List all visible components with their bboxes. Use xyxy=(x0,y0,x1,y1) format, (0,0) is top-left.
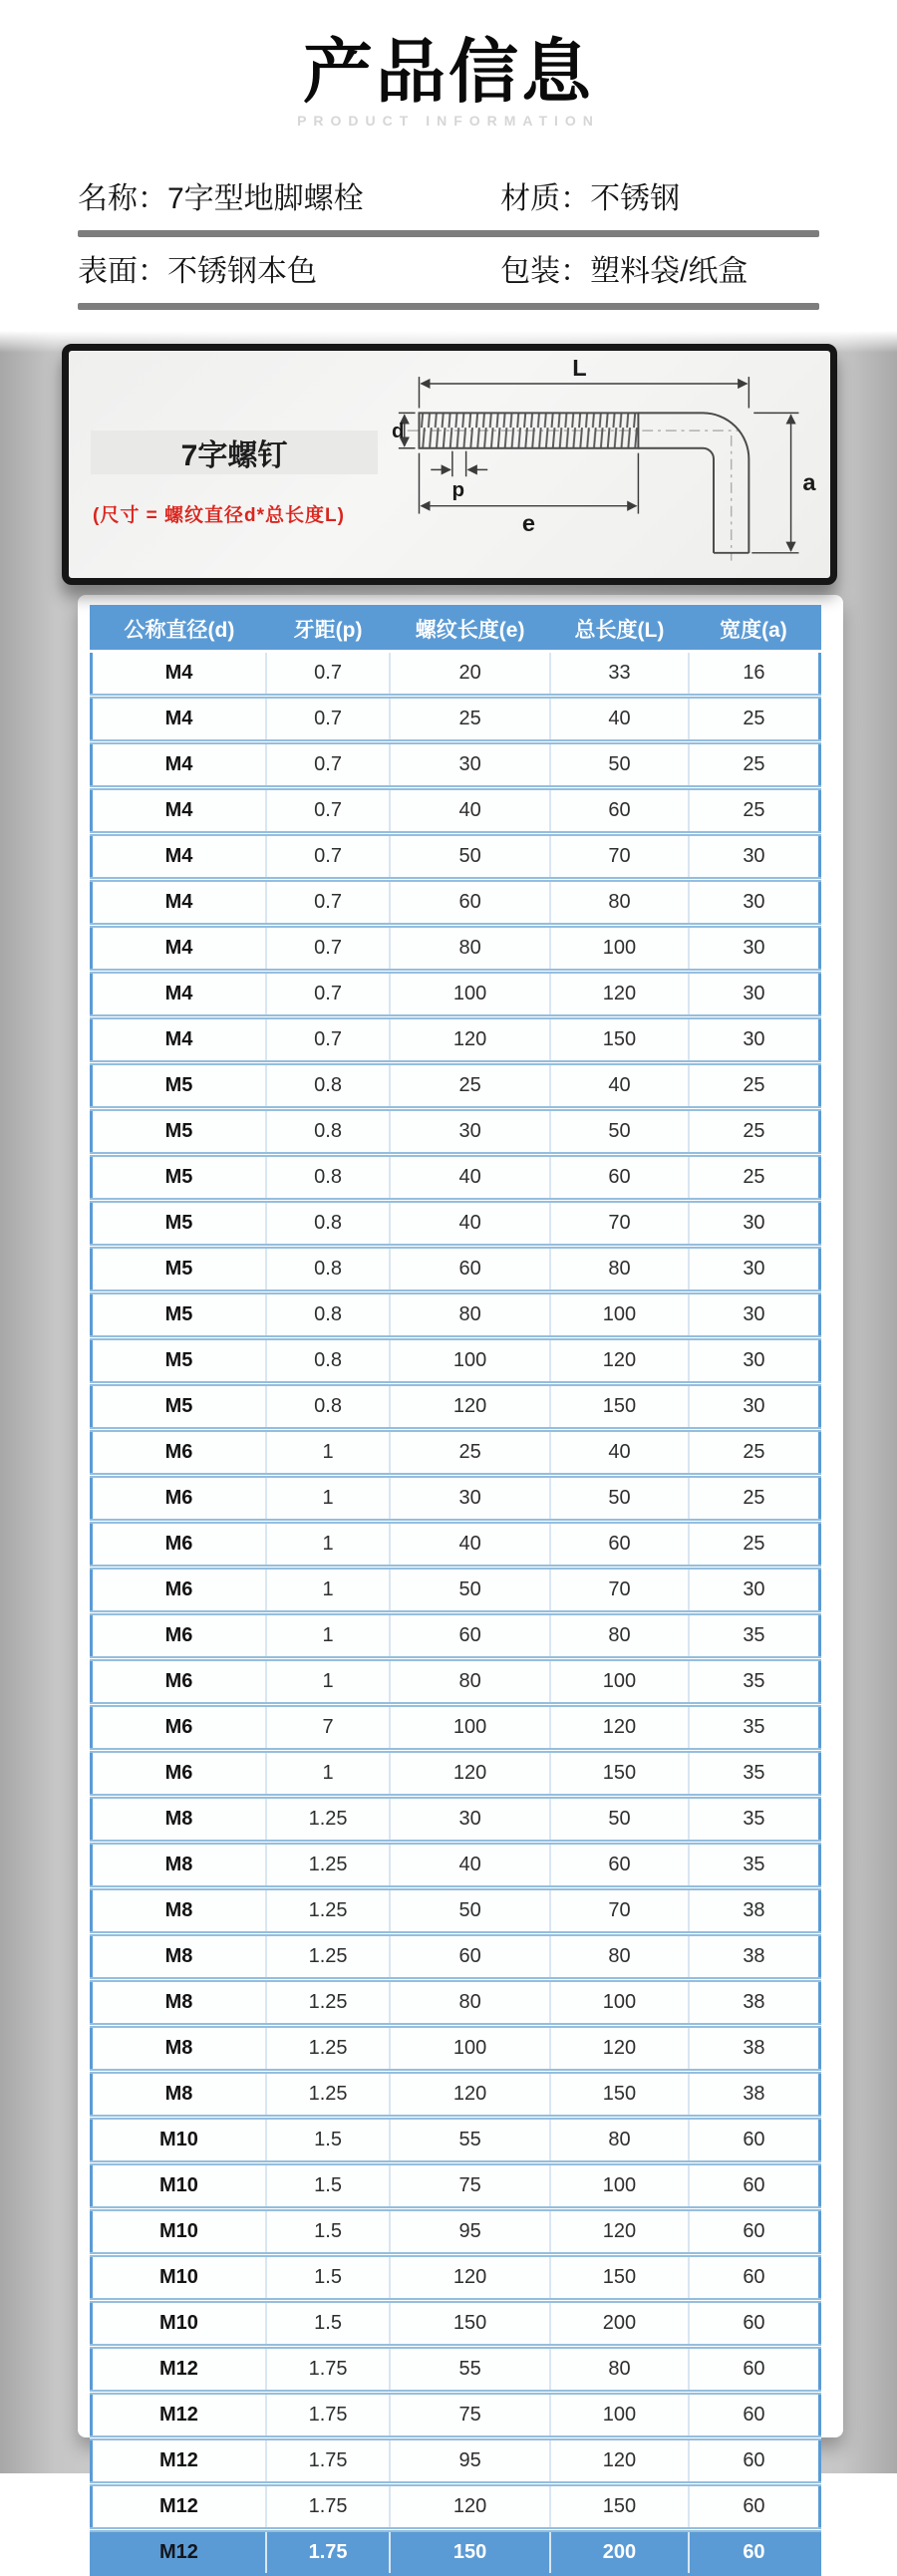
table-cell: 7 xyxy=(266,1705,390,1751)
table-cell: 30 xyxy=(689,1384,820,1430)
table-cell: 0.8 xyxy=(266,1292,390,1338)
spec-surface xyxy=(78,254,500,290)
spec-table xyxy=(90,605,821,2576)
table-cell: M8 xyxy=(92,2072,266,2118)
table-cell: 60 xyxy=(689,2347,820,2393)
table-row xyxy=(92,742,820,788)
table-cell: 150 xyxy=(550,1384,689,1430)
table-cell: M8 xyxy=(92,1843,266,1888)
table-cell: 100 xyxy=(550,1659,689,1705)
table-cell: 60 xyxy=(550,788,689,834)
table-row xyxy=(92,1201,820,1247)
table-cell: 60 xyxy=(689,2209,820,2255)
table-cell: 100 xyxy=(390,1338,550,1384)
spec-label: 材质： xyxy=(500,182,591,215)
table-cell: M8 xyxy=(92,1797,266,1843)
table-cell: 25 xyxy=(689,788,820,834)
table-cell: 0.8 xyxy=(266,1109,390,1155)
table-row xyxy=(92,972,820,1017)
table-cell: M12 xyxy=(92,2484,266,2530)
table-cell: 30 xyxy=(689,926,820,972)
table-cell: 25 xyxy=(689,1063,820,1109)
table-cell: 40 xyxy=(390,1522,550,1568)
table-cell: 80 xyxy=(550,880,689,926)
table-cell: 35 xyxy=(689,1843,820,1888)
table-row xyxy=(92,1384,820,1430)
table-row xyxy=(92,2026,820,2072)
table-cell: M5 xyxy=(92,1109,266,1155)
table-cell: 120 xyxy=(550,972,689,1017)
table-cell: 35 xyxy=(689,1613,820,1659)
table-cell: M5 xyxy=(92,1292,266,1338)
table-cell: 70 xyxy=(550,1888,689,1934)
table-cell: 120 xyxy=(550,1338,689,1384)
table-row xyxy=(92,1797,820,1843)
table-cell: 55 xyxy=(390,2118,550,2163)
table-cell: 20 xyxy=(390,652,550,697)
table-cell: 1 xyxy=(266,1568,390,1613)
table-cell: 1.25 xyxy=(266,1980,390,2026)
table-cell: 95 xyxy=(390,2209,550,2255)
table-cell: 100 xyxy=(390,1705,550,1751)
bolt-inner-edge xyxy=(638,448,714,553)
table-cell: 30 xyxy=(689,1201,820,1247)
dim-label-d: d xyxy=(392,419,405,442)
table-row xyxy=(92,2301,820,2347)
table-cell: 40 xyxy=(390,1155,550,1201)
table-cell: M8 xyxy=(92,1934,266,1980)
spec-material xyxy=(500,181,680,217)
table-cell: 60 xyxy=(550,1843,689,1888)
table-cell: 1.75 xyxy=(266,2530,390,2575)
table-cell: 100 xyxy=(550,926,689,972)
table-cell: 30 xyxy=(390,742,550,788)
table-cell: M6 xyxy=(92,1613,266,1659)
table-cell: 120 xyxy=(550,2438,689,2484)
table-cell: M12 xyxy=(92,2438,266,2484)
table-cell: 60 xyxy=(689,2438,820,2484)
table-cell: 0.8 xyxy=(266,1247,390,1292)
table-cell: 0.7 xyxy=(266,972,390,1017)
product-label: 7字螺钉 xyxy=(180,439,288,472)
table-cell: 0.8 xyxy=(266,1384,390,1430)
table-cell: 70 xyxy=(550,1568,689,1613)
table-cell: 30 xyxy=(390,1797,550,1843)
column-header-pitch: 牙距(p) xyxy=(266,607,390,652)
table-cell: 95 xyxy=(390,2438,550,2484)
table-row xyxy=(92,697,820,742)
table-cell: 30 xyxy=(689,1568,820,1613)
table-cell: 60 xyxy=(689,2118,820,2163)
table-row xyxy=(92,1292,820,1338)
table-cell: 50 xyxy=(390,1568,550,1613)
divider xyxy=(78,230,819,237)
table-cell: M6 xyxy=(92,1568,266,1613)
dim-label-a: a xyxy=(802,468,816,495)
table-cell: 25 xyxy=(689,1155,820,1201)
table-cell: 120 xyxy=(390,2255,550,2301)
table-cell: M5 xyxy=(92,1384,266,1430)
table-cell: 0.7 xyxy=(266,742,390,788)
table-cell: 50 xyxy=(550,742,689,788)
table-cell: 1.5 xyxy=(266,2301,390,2347)
table-cell: 60 xyxy=(689,2301,820,2347)
table-cell: 30 xyxy=(390,1109,550,1155)
table-cell: M12 xyxy=(92,2530,266,2575)
table-cell: M4 xyxy=(92,972,266,1017)
table-cell: 0.8 xyxy=(266,1338,390,1384)
table-row xyxy=(92,2530,820,2575)
table-cell: 75 xyxy=(390,2163,550,2209)
table-cell: 150 xyxy=(550,2484,689,2530)
table-cell: 1.5 xyxy=(266,2209,390,2255)
table-cell: 60 xyxy=(550,1155,689,1201)
column-header-thread-length: 螺纹长度(e) xyxy=(390,607,550,652)
product-diagram-card xyxy=(62,344,837,585)
product-label-band xyxy=(91,430,378,474)
table-cell: 0.7 xyxy=(266,834,390,880)
dim-label-p: p xyxy=(451,477,465,501)
table-cell: 1.25 xyxy=(266,2072,390,2118)
table-row xyxy=(92,880,820,926)
table-cell: 60 xyxy=(689,2393,820,2438)
table-cell: 1.25 xyxy=(266,1843,390,1888)
table-cell: 30 xyxy=(689,834,820,880)
table-cell: 60 xyxy=(689,2255,820,2301)
table-cell: 1.25 xyxy=(266,1888,390,1934)
table-cell: M5 xyxy=(92,1063,266,1109)
page-title: 产品信息 xyxy=(303,33,594,111)
table-cell: M6 xyxy=(92,1430,266,1476)
table-cell: M8 xyxy=(92,1980,266,2026)
table-row xyxy=(92,1659,820,1705)
table-row xyxy=(92,1109,820,1155)
column-header-diameter: 公称直径(d) xyxy=(92,607,266,652)
table-cell: M5 xyxy=(92,1338,266,1384)
table-cell: 80 xyxy=(550,1247,689,1292)
table-cell: 1.75 xyxy=(266,2393,390,2438)
table-cell: 38 xyxy=(689,2026,820,2072)
table-cell: 50 xyxy=(550,1797,689,1843)
table-cell: M12 xyxy=(92,2347,266,2393)
table-cell: M5 xyxy=(92,1155,266,1201)
table-cell: 60 xyxy=(689,2163,820,2209)
table-row xyxy=(92,2118,820,2163)
table-cell: 120 xyxy=(550,2209,689,2255)
table-row xyxy=(92,1063,820,1109)
table-cell: 50 xyxy=(550,1109,689,1155)
table-cell: 1.5 xyxy=(266,2118,390,2163)
table-cell: 38 xyxy=(689,1888,820,1934)
spec-label: 包装： xyxy=(500,255,591,288)
table-cell: 1 xyxy=(266,1613,390,1659)
table-cell: 30 xyxy=(689,972,820,1017)
spec-row xyxy=(78,181,819,217)
header-row xyxy=(92,607,820,652)
table-row xyxy=(92,1155,820,1201)
table-cell: 80 xyxy=(550,1934,689,1980)
table-cell: 200 xyxy=(550,2530,689,2575)
table-cell: M10 xyxy=(92,2255,266,2301)
table-cell: 35 xyxy=(689,1705,820,1751)
table-cell: 30 xyxy=(689,1017,820,1063)
table-cell: 25 xyxy=(689,697,820,742)
table-cell: M6 xyxy=(92,1522,266,1568)
table-cell: M8 xyxy=(92,2026,266,2072)
table-cell: 1 xyxy=(266,1751,390,1797)
table-cell: 25 xyxy=(689,742,820,788)
table-row xyxy=(92,1843,820,1888)
divider xyxy=(78,303,819,310)
table-cell: 0.8 xyxy=(266,1201,390,1247)
table-cell: 100 xyxy=(550,1980,689,2026)
table-cell: 80 xyxy=(550,2347,689,2393)
table-cell: 40 xyxy=(390,1201,550,1247)
table-cell: M10 xyxy=(92,2209,266,2255)
spec-value: 不锈钢 xyxy=(590,182,681,215)
table-cell: 80 xyxy=(390,926,550,972)
table-cell: 35 xyxy=(689,1751,820,1797)
table-cell: M4 xyxy=(92,834,266,880)
table-cell: 60 xyxy=(390,1613,550,1659)
table-cell: 60 xyxy=(550,1522,689,1568)
table-cell: 25 xyxy=(390,1430,550,1476)
table-cell: 1.75 xyxy=(266,2347,390,2393)
table-cell: M6 xyxy=(92,1751,266,1797)
table-row xyxy=(92,1888,820,1934)
table-cell: 40 xyxy=(390,788,550,834)
table-cell: 55 xyxy=(390,2347,550,2393)
page-subtitle: PRODUCT INFORMATION xyxy=(297,113,600,129)
table-cell: 30 xyxy=(390,1476,550,1522)
table-cell: 25 xyxy=(689,1522,820,1568)
table-cell: 1.25 xyxy=(266,1934,390,1980)
table-cell: 30 xyxy=(689,1292,820,1338)
table-cell: 25 xyxy=(689,1430,820,1476)
table-row xyxy=(92,1522,820,1568)
table-cell: M10 xyxy=(92,2118,266,2163)
table-row xyxy=(92,1613,820,1659)
table-cell: 150 xyxy=(390,2530,550,2575)
table-cell: 75 xyxy=(390,2393,550,2438)
table-row xyxy=(92,1934,820,1980)
table-cell: 100 xyxy=(550,2163,689,2209)
table-cell: M12 xyxy=(92,2393,266,2438)
table-cell: 40 xyxy=(390,1843,550,1888)
table-cell: 1.75 xyxy=(266,2438,390,2484)
table-cell: M10 xyxy=(92,2301,266,2347)
table-cell: 33 xyxy=(550,652,689,697)
table-cell: 80 xyxy=(390,1659,550,1705)
table-cell: 1.25 xyxy=(266,2026,390,2072)
table-cell: 50 xyxy=(390,1888,550,1934)
table-cell: 100 xyxy=(550,1292,689,1338)
table-cell: 120 xyxy=(390,1751,550,1797)
table-cell: M4 xyxy=(92,1017,266,1063)
table-cell: 25 xyxy=(689,1476,820,1522)
spec-name xyxy=(78,181,500,217)
table-cell: 120 xyxy=(390,1384,550,1430)
spec-table-body xyxy=(92,652,820,2575)
thread-section xyxy=(419,413,638,447)
table-row xyxy=(92,2347,820,2393)
table-row xyxy=(92,1017,820,1063)
spec-value: 塑料袋/纸盒 xyxy=(590,255,748,288)
table-cell: 120 xyxy=(390,1017,550,1063)
spec-packaging xyxy=(500,254,748,290)
table-cell: 200 xyxy=(550,2301,689,2347)
table-cell: 1.5 xyxy=(266,2255,390,2301)
table-cell: 1 xyxy=(266,1430,390,1476)
table-cell: 35 xyxy=(689,1797,820,1843)
table-cell: M6 xyxy=(92,1659,266,1705)
table-cell: 80 xyxy=(550,1613,689,1659)
table-cell: 1.75 xyxy=(266,2484,390,2530)
table-row xyxy=(92,2438,820,2484)
table-cell: 50 xyxy=(550,1476,689,1522)
spec-value: 不锈钢本色 xyxy=(167,255,317,288)
table-cell: 120 xyxy=(390,2072,550,2118)
table-cell: M5 xyxy=(92,1201,266,1247)
dim-label-e: e xyxy=(521,510,536,537)
table-cell: 38 xyxy=(689,1980,820,2026)
table-cell: 70 xyxy=(550,834,689,880)
table-cell: 30 xyxy=(689,1338,820,1384)
table-cell: 150 xyxy=(550,2072,689,2118)
table-cell: 25 xyxy=(689,1109,820,1155)
spec-label: 名称： xyxy=(78,182,167,215)
table-row xyxy=(92,2072,820,2118)
table-row xyxy=(92,834,820,880)
table-cell: 38 xyxy=(689,1934,820,1980)
table-cell: 120 xyxy=(390,2484,550,2530)
table-cell: 50 xyxy=(390,834,550,880)
table-row xyxy=(92,652,820,697)
table-cell: 60 xyxy=(689,2530,820,2575)
table-cell: 100 xyxy=(550,2393,689,2438)
table-cell: 60 xyxy=(689,2484,820,2530)
table-cell: 80 xyxy=(390,1980,550,2026)
table-cell: 70 xyxy=(550,1201,689,1247)
table-cell: 150 xyxy=(550,1751,689,1797)
table-cell: 25 xyxy=(390,697,550,742)
table-cell: 1 xyxy=(266,1476,390,1522)
table-row xyxy=(92,926,820,972)
table-row xyxy=(92,1980,820,2026)
page-header xyxy=(0,34,897,129)
table-cell: 0.7 xyxy=(266,652,390,697)
table-cell: M4 xyxy=(92,880,266,926)
table-cell: M4 xyxy=(92,652,266,697)
table-cell: 0.8 xyxy=(266,1063,390,1109)
table-cell: M5 xyxy=(92,1247,266,1292)
table-cell: 0.7 xyxy=(266,926,390,972)
dim-label-L: L xyxy=(572,355,587,382)
table-row xyxy=(92,2163,820,2209)
spec-table-header xyxy=(92,607,820,652)
table-row xyxy=(92,1568,820,1613)
column-header-width: 宽度(a) xyxy=(689,607,820,652)
product-specs xyxy=(78,181,819,327)
table-row xyxy=(92,788,820,834)
table-cell: 60 xyxy=(390,880,550,926)
table-cell: 1 xyxy=(266,1522,390,1568)
table-cell: 0.7 xyxy=(266,697,390,742)
table-cell: 40 xyxy=(550,1430,689,1476)
table-cell: 16 xyxy=(689,652,820,697)
table-cell: 1.25 xyxy=(266,1797,390,1843)
size-note: (尺寸 = 螺纹直径d*总长度L) xyxy=(93,505,345,526)
table-cell: 150 xyxy=(390,2301,550,2347)
table-cell: 40 xyxy=(550,697,689,742)
table-cell: 80 xyxy=(550,2118,689,2163)
table-cell: M4 xyxy=(92,788,266,834)
table-cell: 30 xyxy=(689,880,820,926)
table-cell: M4 xyxy=(92,697,266,742)
table-cell: 25 xyxy=(390,1063,550,1109)
table-cell: 150 xyxy=(550,1017,689,1063)
table-cell: M6 xyxy=(92,1476,266,1522)
table-row xyxy=(92,1338,820,1384)
table-row xyxy=(92,2255,820,2301)
table-cell: 30 xyxy=(689,1247,820,1292)
table-cell: M8 xyxy=(92,1888,266,1934)
table-cell: 100 xyxy=(390,972,550,1017)
table-row xyxy=(92,1751,820,1797)
spec-value: 7字型地脚螺栓 xyxy=(167,182,364,215)
table-cell: 0.8 xyxy=(266,1155,390,1201)
table-row xyxy=(92,1476,820,1522)
table-cell: 40 xyxy=(550,1063,689,1109)
table-row xyxy=(92,1705,820,1751)
table-cell: M4 xyxy=(92,742,266,788)
table-cell: 1.5 xyxy=(266,2163,390,2209)
table-cell: 100 xyxy=(390,2026,550,2072)
table-cell: M10 xyxy=(92,2163,266,2209)
column-header-total-length: 总长度(L) xyxy=(550,607,689,652)
table-row xyxy=(92,2393,820,2438)
table-cell: 1 xyxy=(266,1659,390,1705)
table-cell: M4 xyxy=(92,926,266,972)
spec-label: 表面： xyxy=(78,255,167,288)
table-row xyxy=(92,1247,820,1292)
table-cell: 60 xyxy=(390,1934,550,1980)
table-row xyxy=(92,2484,820,2530)
table-cell: 120 xyxy=(550,1705,689,1751)
table-row xyxy=(92,2209,820,2255)
bolt-outer-edge xyxy=(638,413,748,552)
spec-row xyxy=(78,254,819,290)
table-row xyxy=(92,1430,820,1476)
table-cell: 38 xyxy=(689,2072,820,2118)
table-cell: M6 xyxy=(92,1705,266,1751)
table-cell: 0.7 xyxy=(266,880,390,926)
table-cell: 60 xyxy=(390,1247,550,1292)
table-cell: 0.7 xyxy=(266,1017,390,1063)
bolt-diagram xyxy=(392,356,822,569)
table-cell: 35 xyxy=(689,1659,820,1705)
table-cell: 80 xyxy=(390,1292,550,1338)
table-cell: 150 xyxy=(550,2255,689,2301)
table-cell: 0.7 xyxy=(266,788,390,834)
table-cell: 120 xyxy=(550,2026,689,2072)
